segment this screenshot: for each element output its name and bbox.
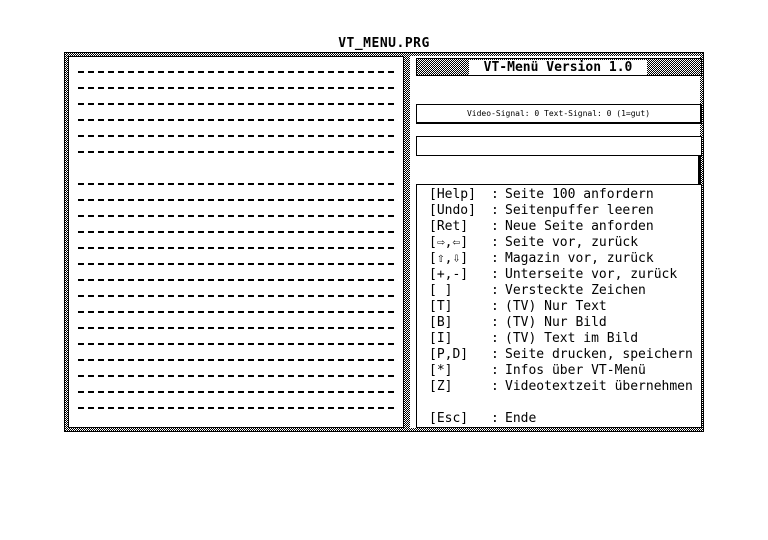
help-description: Unterseite vor, zurück (505, 267, 678, 282)
help-separator: : (491, 219, 499, 234)
help-separator: : (491, 379, 499, 394)
menu-panel (410, 56, 700, 428)
help-item (429, 379, 693, 395)
help-description: (TV) Text im Bild (505, 331, 639, 346)
help-separator: : (491, 187, 499, 202)
help-key: [Z] (429, 379, 453, 394)
help-item (429, 235, 638, 251)
help-description: Neue Seite anforden (505, 219, 654, 234)
help-description: Seite vor, zurück (505, 235, 639, 250)
help-separator: : (491, 267, 499, 282)
teletext-empty-row (78, 279, 394, 281)
help-description: Videotextzeit übernehmen (505, 379, 693, 394)
help-key: [I] (429, 331, 453, 346)
teletext-empty-row (78, 343, 394, 345)
help-key: [*] (429, 363, 453, 378)
help-separator: : (491, 331, 499, 346)
teletext-empty-row (78, 247, 394, 249)
help-separator: : (491, 235, 499, 250)
help-key: [B] (429, 315, 453, 330)
scroll-marker (698, 156, 701, 184)
teletext-empty-row (78, 263, 394, 265)
help-item (429, 267, 677, 283)
teletext-empty-row (78, 87, 394, 89)
teletext-empty-row (78, 327, 394, 329)
help-item (429, 219, 654, 235)
menu-title-bar (416, 58, 702, 76)
teletext-empty-row (78, 215, 394, 217)
help-item (429, 203, 654, 219)
help-separator: : (491, 299, 499, 314)
teletext-empty-row (78, 375, 394, 377)
help-separator: : (491, 283, 499, 298)
help-separator: : (491, 203, 499, 218)
teletext-empty-row (78, 71, 394, 73)
help-description: Magazin vor, zurück (505, 251, 654, 266)
teletext-empty-row (78, 183, 394, 185)
help-description: Seite drucken, speichern (505, 347, 693, 362)
teletext-page-display (68, 56, 404, 428)
help-separator: : (491, 363, 499, 378)
teletext-empty-row (78, 103, 394, 105)
teletext-empty-row (78, 311, 394, 313)
help-item (429, 251, 654, 267)
help-key: [Esc] (429, 411, 469, 426)
help-key: [Help] (429, 187, 476, 202)
teletext-empty-row (78, 119, 394, 121)
help-separator: : (491, 315, 499, 330)
help-description: (TV) Nur Text (505, 299, 607, 314)
teletext-empty-row (78, 407, 394, 409)
help-description: Infos über VT-Menü (505, 363, 646, 378)
help-description: Ende (505, 411, 537, 426)
help-separator: : (491, 411, 499, 426)
teletext-empty-row (78, 199, 394, 201)
status-field (416, 136, 702, 156)
help-key: [⇧,⇩] (429, 251, 469, 266)
help-key: [ ] (429, 283, 453, 298)
help-key: [Undo] (429, 203, 476, 218)
help-separator: : (491, 251, 499, 266)
help-item (429, 315, 607, 331)
teletext-empty-row (78, 231, 394, 233)
teletext-empty-row (78, 295, 394, 297)
key-help-list (416, 184, 702, 428)
help-item (429, 411, 536, 427)
teletext-empty-row (78, 151, 394, 153)
help-description: Seitenpuffer leeren (505, 203, 654, 218)
teletext-empty-row (78, 135, 394, 137)
teletext-empty-row (78, 359, 394, 361)
help-description: (TV) Nur Bild (505, 315, 607, 330)
help-description: Seite 100 anfordern (505, 187, 654, 202)
help-key: [⇨,⇦] (429, 235, 469, 250)
help-item (429, 283, 646, 299)
help-item (429, 187, 654, 203)
window-title: VT_MENU.PRG (338, 36, 430, 51)
help-separator: : (491, 347, 499, 362)
help-key: [P,D] (429, 347, 469, 362)
help-description: Versteckte Zeichen (505, 283, 646, 298)
menu-title: VT-Menü Version 1.0 (469, 60, 647, 75)
signal-status: Video-Signal: 0 Text-Signal: 0 (1=gut) (416, 104, 702, 124)
help-key: [Ret] (429, 219, 469, 234)
help-item (429, 347, 693, 363)
help-key: [T] (429, 299, 453, 314)
help-item (429, 363, 646, 379)
help-item (429, 331, 638, 347)
help-key: [+,-] (429, 267, 469, 282)
help-item (429, 299, 607, 315)
teletext-empty-row (78, 391, 394, 393)
